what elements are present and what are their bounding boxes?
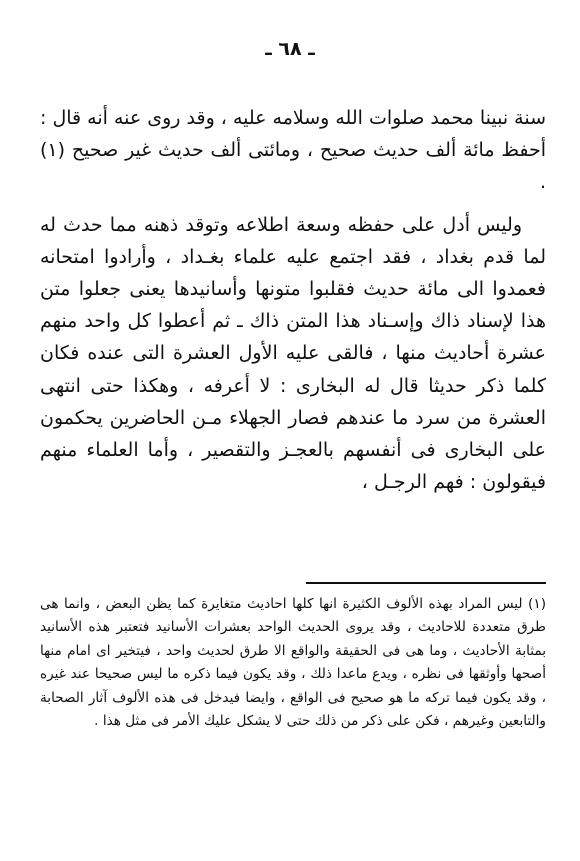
main-text xyxy=(40,102,546,498)
body-paragraph-2: وليس أدل على حفظه وسعة اطلاعه وتوقد ذهنه مما حدث له لما قدم بغداد ، فقد اجتمع عليه علماء بغـداد ، وأرادوا امتحانه فعمدوا الى مائة حديث فقلبوا متونها وأسانيدها يعنى جعلوا متن هذا لإسناد ذاك وإسـناد هذا المتن ذاك ـ ثم أعطوا كل واحد منهم عشرة أحاديث منها ، فالقى عليه الأول العشرة التى عنده فكان كلما ذكر حديثا قال له البخارى : لا أعرفه ، وهكذا حتى انتهى العشرة من سرد ما عندهم فصار الجهلاء مـن الحاضرين يحكمون على البخارى فى أنفسهم بالعجـز والتقصير ، وأما العلماء منهم فيقولون : فهم الرجـل ، xyxy=(40,213,546,494)
body-paragraph-1: سنة نبينا محمد صلوات الله وسلامه عليه ، وقد روى عنه أنه قال : أحفظ مائة ألف حديث صحيح ، ومائتى ألف حديث غير صحيح (١) . xyxy=(40,107,546,194)
footnote xyxy=(40,593,546,733)
footnote-separator xyxy=(306,582,546,584)
footnote-text: (١) ليس المراد بهذه الألوف الكثيرة انها كلها احاديث متغايرة كما يظن البعض ، وانما هى طرق متعددة للاحاديث ، وقد يروى الحديث الواحد بعشرات الأسانيد فتعتبر هذه الأسانيد بمثابة الأحاديث ، وما هى فى الحقيقة والواقع الا طرق لحديث واحد ، فيتخير اى امام منها أصحها وأوثقها فى نظره ، ويدع ماعدا ذلك ، وقد يكون فيما ذكره ما ليس صحيحا عند غيره ، وقد يكون فيما تركه ما هو صحيح فى الواقع ، وايضا فيدخل فى هذه الألوف آثار الصحابة والتابعين وغيرهم ، فكن على ذكر من ذلك حتى لا يشكل عليك الأمر فى مثل هذا . xyxy=(40,596,546,730)
page-number: ـ ٦٨ ـ xyxy=(265,38,315,60)
